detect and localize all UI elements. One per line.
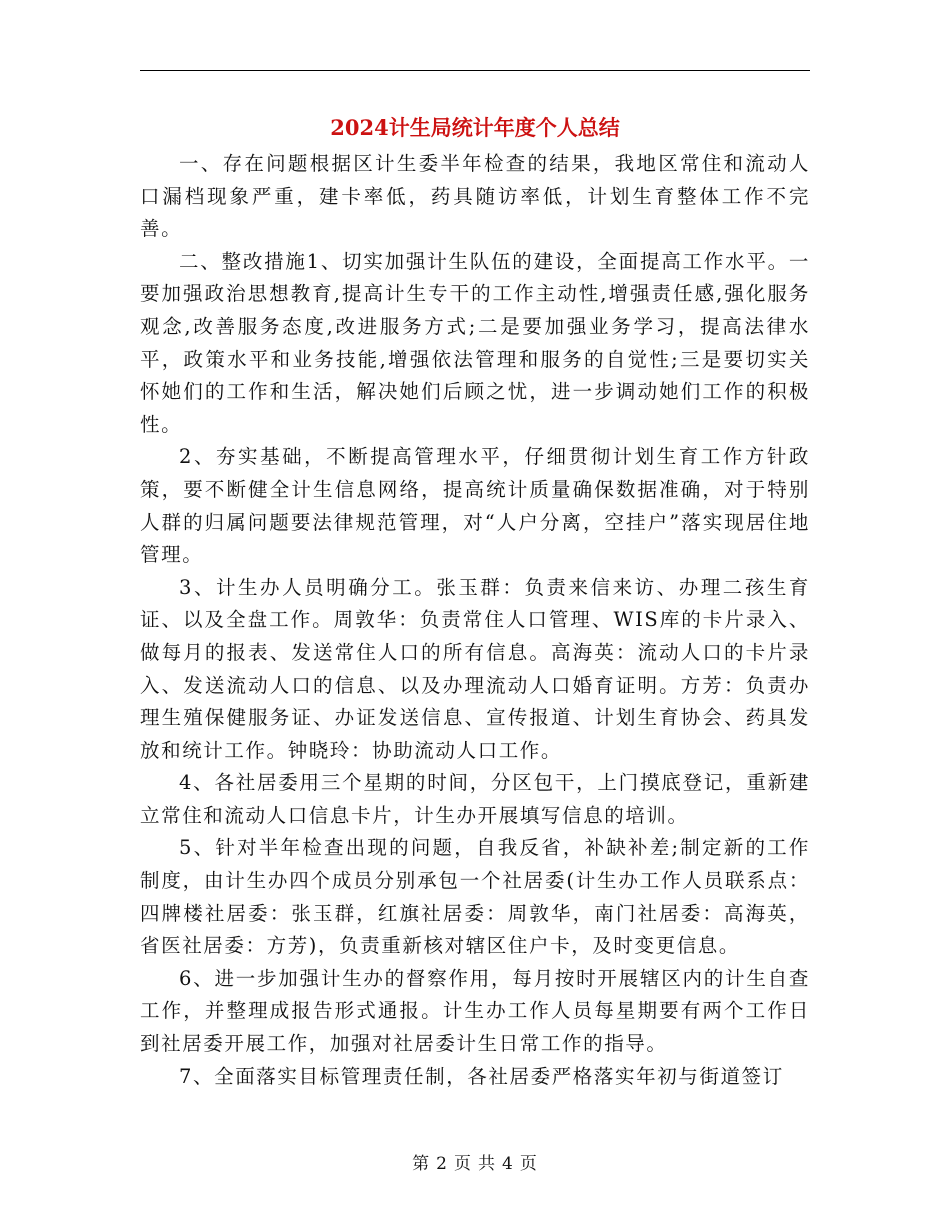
paragraph-measures: 二、整改措施1、切实加强计生队伍的建设，全面提高工作水平。一要加强政治思想教育,提高计生专干的工作主动性,增强责任感,强化服务观念,改善服务态度,改进服务方式;二是要加强业务学习，提高法律水平，政策水平和业务技能,增强依法管理和服务的自觉性;三是要切实关怀她们的工作和生活，解决她们后顾之忧，进一步调动她们工作的积极性。	[140, 249, 810, 436]
page-footer	[0, 1150, 950, 1178]
paragraph-self-review: 5、针对半年检查出现的问题，自我反省，补缺补差;制定新的工作制度，由计生办四个成员分别承包一个社居委(计生办工作人员联系点：四牌楼社居委：张玉群，红旗社居委：周敦华，南门社居委：高海英，省医社居委：方芳)，负责重新核对辖区住户卡，及时变更信息。	[140, 836, 810, 958]
paragraph-problems: 一、存在问题根据区计生委半年检查的结果，我地区常住和流动人口漏档现象严重，建卡率低，药具随访率低，计划生育整体工作不完善。	[140, 152, 810, 241]
footer-label-total: 共	[478, 1154, 496, 1174]
paragraph-registration: 4、各社居委用三个星期的时间，分区包干，上门摸底登记，重新建立常住和流动人口信息卡片，计生办开展填写信息的培训。	[140, 771, 810, 827]
footer-label-total-unit: 页	[519, 1154, 538, 1174]
header-rule	[140, 70, 810, 71]
paragraph-division-of-labor: 3、计生办人员明确分工。张玉群：负责来信来访、办理二孩生育证、以及全盘工作。周敦华：负责常住人口管理、WIS库的卡片录入、做每月的报表、发送常住人口的所有信息。高海英：流动人口的卡片录入、发送流动人口的信息、以及办理流动人口婚育证明。方芳：负责办理生殖保健服务证、办证发送信息、宣传报道、计划生育协会、药具发放和统计工作。钟晓玲：协助流动人口工作。	[140, 575, 810, 762]
paragraph-responsibility: 7、全面落实目标管理责任制，各社居委严格落实年初与街道签订	[179, 1064, 784, 1088]
paragraph-foundation: 2、夯实基础，不断提高管理水平，仔细贯彻计划生育工作方针政策，要不断健全计生信息网络，提高统计质量确保数据准确，对于特别人群的归属问题要法律规范管理，对“人户分离，空挂户”落实现居住地管理。	[140, 445, 810, 567]
document-title: 2024计生局统计年度个人总结	[330, 115, 620, 140]
paragraph-supervision: 6、进一步加强计生办的督察作用，每月按时开展辖区内的计生自查工作，并整理成报告形式通报。计生办工作人员每星期要有两个工作日到社居委开展工作，加强对社居委计生日常工作的指导。	[140, 966, 810, 1056]
total-pages: 4	[502, 1154, 514, 1174]
footer-label-page: 第	[412, 1154, 431, 1174]
page-number: 2	[436, 1154, 448, 1174]
footer-label-page-unit: 页	[454, 1154, 472, 1174]
document-body	[140, 148, 810, 1093]
